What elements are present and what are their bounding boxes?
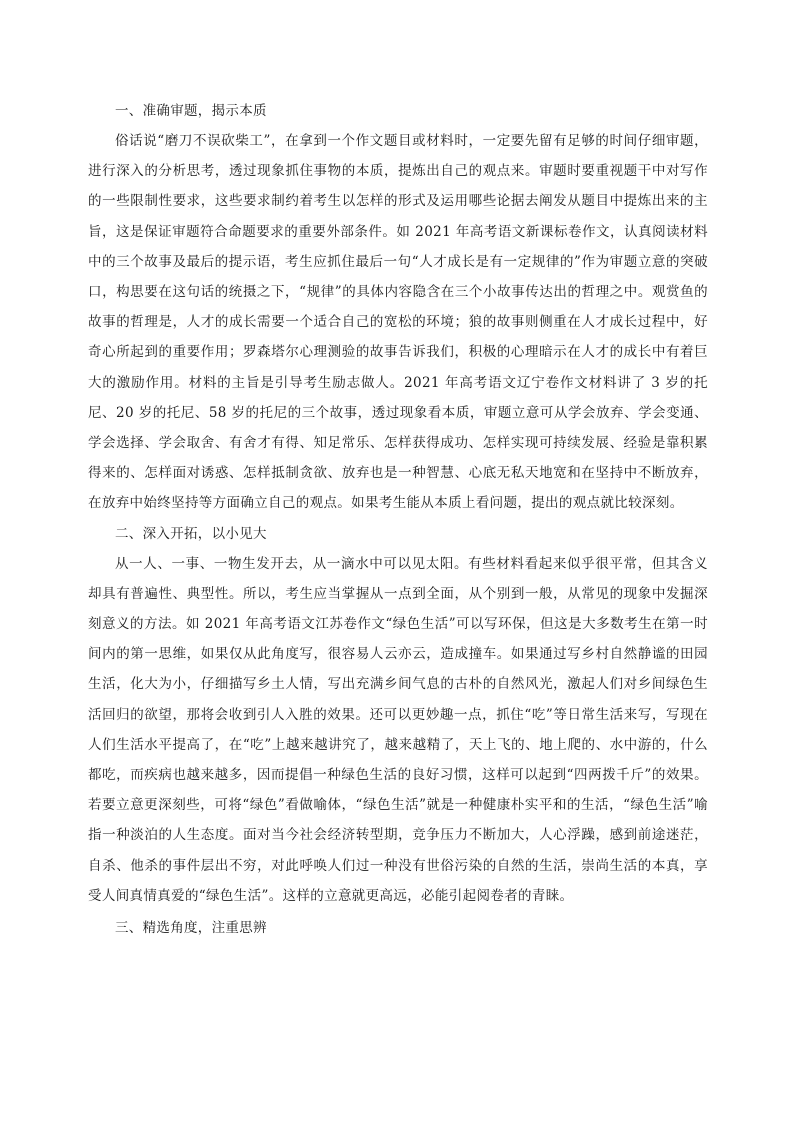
section-paragraph-2: 从一人、一事、一物生发开去，从一滴水中可以见太阳。有些材料看起来似乎很平常，但其含义却具有普遍性、典型性。所以，考生应当掌握从一点到全面，从个别到一般，从常见的现象中发掘深刻意义的方法。如 2021 年高考语文江苏卷作文“绿色生活”可以写环保，但这是大多数考生在第一时间内的第一思维，如果仅从此角度写，很容易人云亦云，造成撞车。如果通过写乡村自然静谧的田园生活，化大为小，仔细描写乡土人情，写出充满乡间气息的古朴的自然风光，激起人们对乡间绿色生活回归的欲望，那将会收到引人入胜的效果。还可以更妙趣一点，抓住“吃”等日常生活来写，写现在人们生活水平提高了，在“吃”上越来越讲究了，越来越精了，天上飞的、地上爬的、水中游的，什么都吃，而疾病也越来越多，因而提倡一种绿色生活的良好习惯，这样可以起到“四两拨千斤”的效果。若要立意更深刻些，可将“绿色”看做喻体，“绿色生活”就是一种健康朴实平和的生活，“绿色生活”喻指一种淡泊的人生态度。面对当今社会经济转型期，竞争压力不断加大，人心浮躁，感到前途迷茫，自杀、他杀的事件层出不穷，对此呼唤人们过一种没有世俗污染的自然的生活，崇尚生活的本真，享受人间真情真爱的“绿色生活”。这样的立意就更高远，必能引起阅卷者的青睐。	[88, 555, 708, 904]
section-heading-3: 三、精选角度，注重思辨	[115, 920, 267, 937]
section-heading-2: 二、深入开拓，以小见大	[115, 525, 267, 542]
section-paragraph-1: 俗话说“磨刀不误砍柴工”，在拿到一个作文题目或材料时，一定要先留有足够的时间仔细审题，进行深入的分析思考，透过现象抓住事物的本质，提炼出自己的观点来。审题时要重视题干中对写作的一些限制性要求，这些要求制约着考生以怎样的形式及运用哪些论据去阐发从题目中提炼出来的主旨，这是保证审题符合命题要求的重要外部条件。如 2021 年高考语文新课标卷作文，认真阅读材料中的三个故事及最后的提示语，考生应抓住最后一句“人才成长是有一定规律的”作为审题立意的突破口，构思要在这句话的统摄之下，“规律”的具体内容隐含在三个小故事传达出的哲理之中。观赏鱼的故事的哲理是，人才的成长需要一个适合自己的宽松的环境；狼的故事则侧重在人才成长过程中，好奇心所起到的重要作用；罗森塔尔心理测验的故事告诉我们，积极的心理暗示在人才的成长中有着巨大的激励作用。材料的主旨是引导考生励志做人。2021 年高考语文辽宁卷作文材料讲了 3 岁的托尼、20 岁的托尼、58 岁的托尼的三个故事，透过现象看本质，审题立意可从学会放弃、学会变通、学会选择、学会取舍、有舍才有得、知足常乐、怎样获得成功、怎样实现可持续发展、经验是靠积累得来的、怎样面对诱惑、怎样抵制贪欲、放弃也是一种智慧、心底无私天地宽和在坚持中不断放弃，在放弃中始终坚持等方面确立自己的观点。如果考生能从本质上看问题，提出的观点就比较深刻。	[88, 133, 708, 512]
document-body	[88, 96, 708, 943]
section-heading-1: 一、准确审题，揭示本质	[115, 103, 267, 119]
